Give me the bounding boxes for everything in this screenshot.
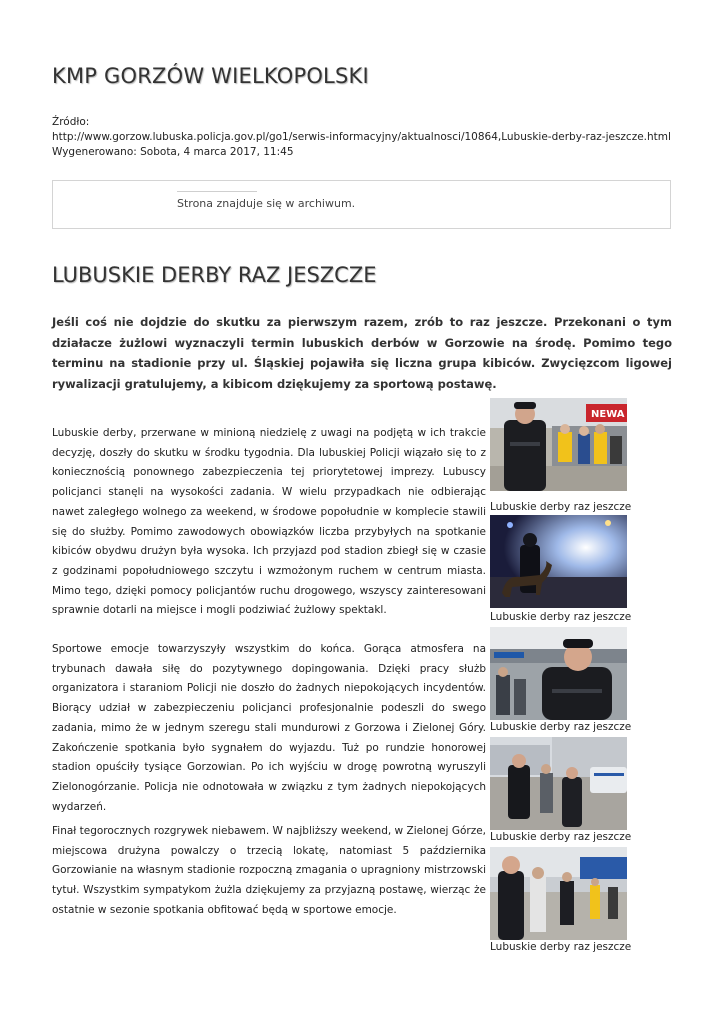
archive-divider [177,191,257,192]
archive-message: Strona znajduje się w archiwum. [177,197,356,210]
gallery-photo[interactable] [490,398,627,491]
site-title: KMP GORZÓW WIELKOPOLSKI [52,64,369,88]
photo-caption: Lubuskie derby raz jeszcze [490,501,632,513]
photo-police-officer-fans [490,398,627,491]
article-paragraph: Lubuskie derby, przerwane w minioną niedzielę z uwagi na podjętą w ich trakcie decyzję, doszły do skutku w środku tygodnia. Dla lubuskiej Policji wiązało się to z koniecznością ponownego zabezpieczenia tej priorytetowej imprezy. Lubuscy policjanci stanęli na wysokości zadania. W wielu przypadkach nie odbierając nawet zaległego wolnego za weekend, w środowe popołudnie w komplecie stawili się do służby. Pomimo zawodowych obowiązków liczba przybyłych na spotkanie kibiców obydwu drużyn była wysoka. Ich przyjazd pod stadion zbiegł się w czasie z godzinami popołudniowego szczytu i wzmożonym ruchem w centrum miasta. Mimo tego, dzięki pomocy policjantów ruchu drogowego, wszyscy zainteresowani sprawnie dotarli na miejsce i mogli podziwiać żużlowy spektakl. [52,427,486,617]
banner-sign: NEWA [591,409,625,420]
article-paragraph: Finał tegorocznych rozgrywek niebawem. W najbliższy weekend, w Zielonej Górze, miejscowa drużyna powalczy o trzecią lokatę, natomiast 5 października Gorzowianie na własnym stadionie rozpoczną zmagania o upragniony mistrzowski tytuł. Wszystkim sympatykom żużla dziękujemy za przyjazną postawę, wierząc że ostatnie w sezonie spotkania obfitować będą w sportowe emocje. [52,825,486,916]
gallery-photo[interactable] [490,737,627,830]
photo-officers-street [490,737,627,830]
article-title: LUBUSKIE DERBY RAZ JESZCZE [52,263,377,287]
photo-caption: Lubuskie derby raz jeszcze [490,831,632,843]
gallery-photo[interactable] [490,627,627,720]
photo-caption: Lubuskie derby raz jeszcze [490,941,632,953]
photo-police-dog-night [490,515,627,608]
archive-notice [52,180,671,229]
generated-date: Wygenerowano: Sobota, 4 marca 2017, 11:45 [52,146,294,158]
article-paragraph: Sportowe emocje towarzyszyły wszystkim do końca. Gorąca atmosfera na trybunach dawała siłę do pozytywnego dopingowania. Dzięki pracy służb organizatora i staraniom Policji nie doszło do żadnych niepokojących incydentów. Biorący udział w zabezpieczeniu policjanci profesjonalnie podeszli do swego zadania, mimo że w jednym szeregu stali mundurowi z Gorzowa i Zielonej Góry. Zakończenie spotkania było sygnałem do wyjazdu. Tuż po rundzie honorowej stadion opuściły tysiące Gorzowian. Po ich wyjściu w drogę powrotną wyruszyli Zielonogórzanie. Policja nie odnotowała w związku z tym żadnych niepokojących wydarzeń. [52,643,486,813]
source-url[interactable]: http://www.gorzow.lubuska.policja.gov.pl/go1/serwis-informacyjny/aktualnosci/10864,Lubuskie-derby-raz-jeszcze.html [52,131,671,143]
source-info [52,115,672,160]
photo-caption: Lubuskie derby raz jeszcze [490,611,632,623]
photo-fans-walking [490,847,627,940]
source-label: Źródło: [52,116,90,128]
photo-officer-stadium [490,627,627,720]
gallery-photo[interactable] [490,847,627,940]
article-lead: Jeśli coś nie dojdzie do skutku za pierwszym razem, zrób to raz jeszcze. Przekonani o tym działacze żużlowi wyznaczyli termin lubuskich derbów w Gorzowie na środę. Pomimo tego terminu na stadionie przy ul. Śląskiej pojawiła się liczna grupa kibiców. Zwycięzcom ligowej rywalizacji gratulujemy, a kibicom dziękujemy za sportową postawę. [52,315,672,391]
gallery-photo[interactable] [490,515,627,608]
photo-caption: Lubuskie derby raz jeszcze [490,721,632,733]
